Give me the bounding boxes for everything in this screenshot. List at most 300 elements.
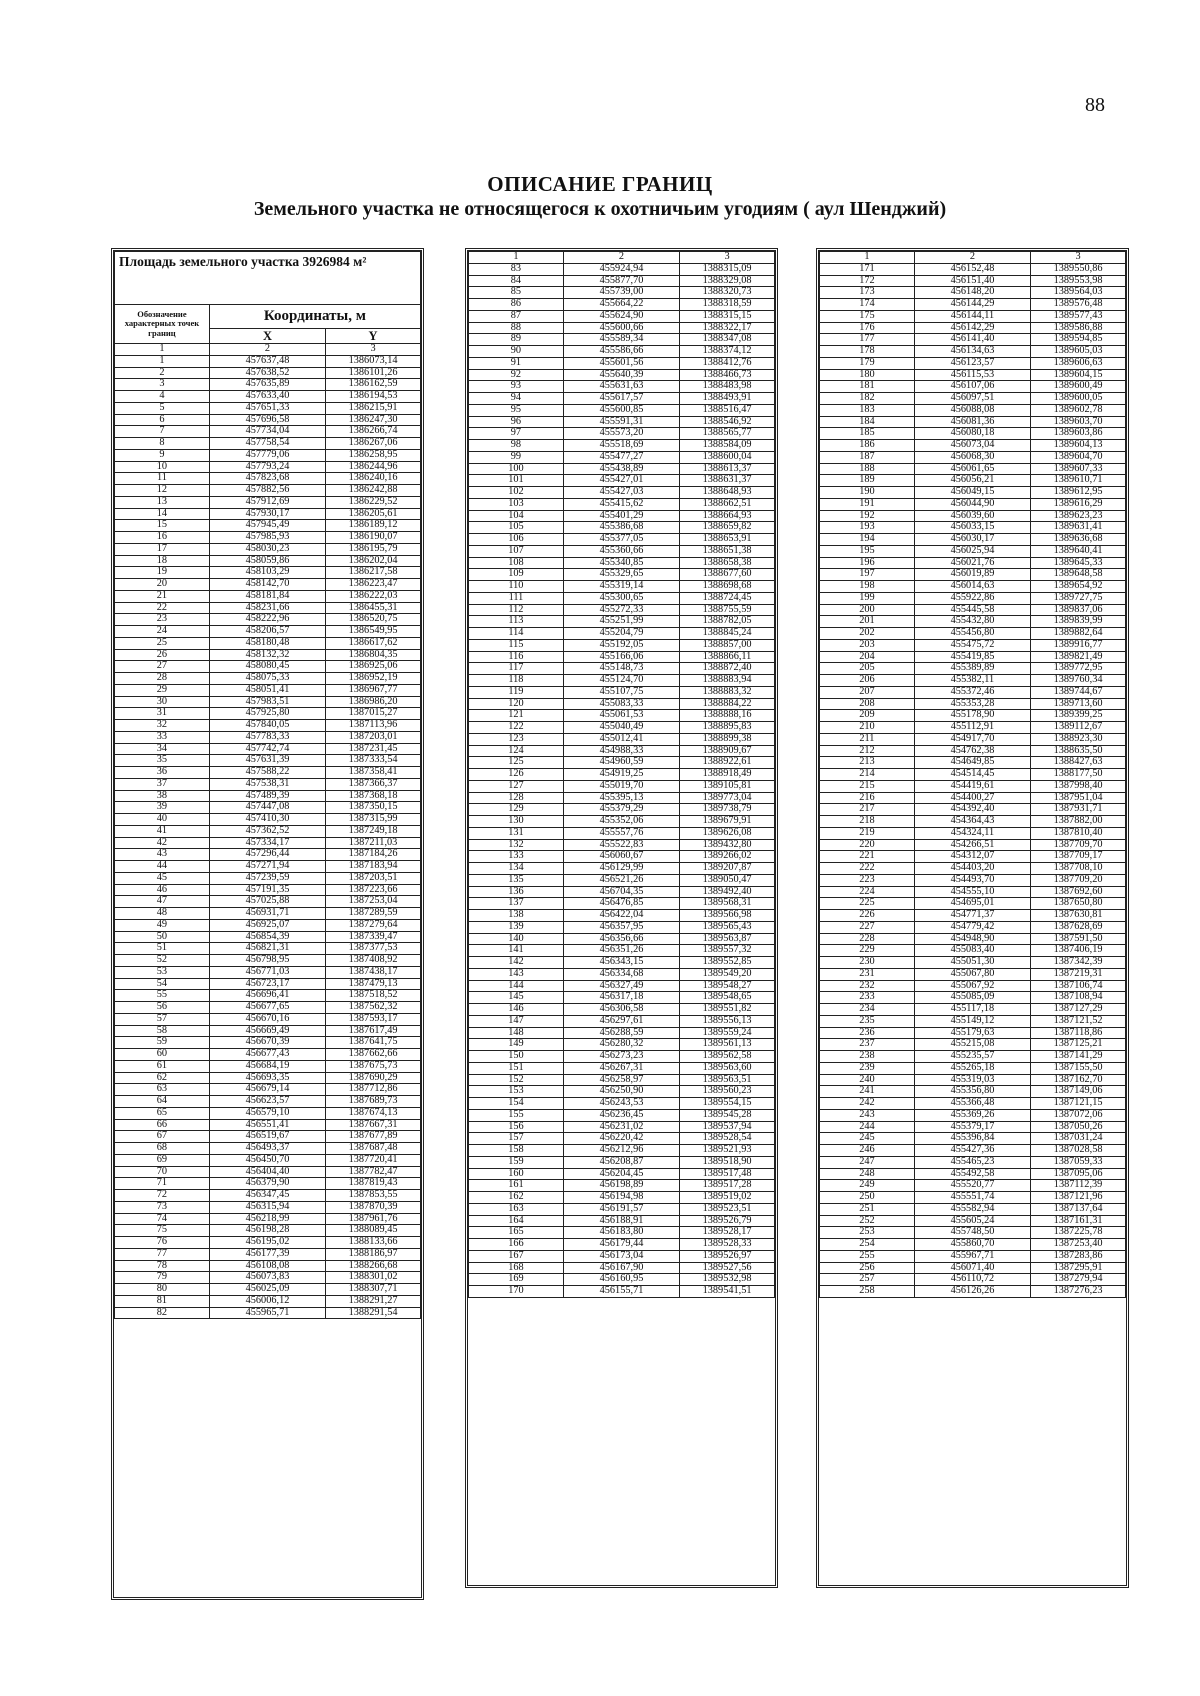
y-coordinate-cell: 1389537,94: [680, 1121, 775, 1133]
y-coordinate-cell: 1389556,13: [680, 1015, 775, 1027]
table-row: [115, 1013, 421, 1025]
y-coordinate-cell: 1388613,37: [680, 463, 775, 475]
y-coordinate-cell: 1387628,69: [1031, 921, 1126, 933]
table-row: [115, 426, 421, 438]
table-row: [115, 673, 421, 685]
y-coordinate-cell: 1389839,99: [1031, 616, 1126, 628]
point-number-cell: 132: [469, 839, 564, 851]
point-number-cell: 110: [469, 581, 564, 593]
point-number-cell: 145: [469, 992, 564, 1004]
table-row: [115, 402, 421, 414]
table-row: [115, 1225, 421, 1237]
point-number-cell: 62: [115, 1072, 210, 1084]
y-coordinate-cell: 1387709,70: [1031, 839, 1126, 851]
y-coordinate-cell: 1387708,10: [1031, 863, 1126, 875]
x-coordinate-cell: 455586,66: [563, 346, 679, 358]
document-title: ОПИСАНИЕ ГРАНИЦ: [487, 172, 713, 196]
y-coordinate-cell: 1387408,92: [326, 955, 421, 967]
point-number-cell: 208: [820, 698, 915, 710]
point-number-cell: 185: [820, 428, 915, 440]
table-row: [469, 1180, 775, 1192]
page-number: 88: [1085, 94, 1105, 116]
table-row: [469, 722, 775, 734]
table-row: [820, 1015, 1126, 1027]
y-coordinate-cell: 1389266,02: [680, 851, 775, 863]
y-coordinate-cell: 1387366,37: [326, 778, 421, 790]
point-number-cell: 28: [115, 673, 210, 685]
table-row: [469, 428, 775, 440]
table-row: [820, 569, 1126, 581]
x-coordinate-cell: 456208,87: [563, 1156, 679, 1168]
point-number-cell: 173: [820, 287, 915, 299]
point-number-cell: 108: [469, 557, 564, 569]
x-coordinate-cell: 454364,43: [914, 816, 1030, 828]
y-coordinate-cell: 1388315,15: [680, 310, 775, 322]
x-coordinate-cell: 455382,11: [914, 675, 1030, 687]
x-coordinate-cell: 455432,80: [914, 616, 1030, 628]
y-coordinate-cell: 1387350,15: [326, 802, 421, 814]
point-number-cell: 37: [115, 778, 210, 790]
y-coordinate-cell: 1389528,54: [680, 1133, 775, 1145]
y-coordinate-cell: 1387121,15: [1031, 1098, 1126, 1110]
x-coordinate-cell: 458059,86: [209, 555, 325, 567]
table-row: [115, 1143, 421, 1155]
point-number-cell: 69: [115, 1154, 210, 1166]
point-number-cell: 120: [469, 698, 564, 710]
x-coordinate-cell: 456723,17: [209, 978, 325, 990]
point-number-cell: 38: [115, 790, 210, 802]
y-coordinate-cell: 1386215,91: [326, 402, 421, 414]
point-number-cell: 258: [820, 1286, 915, 1298]
x-coordinate-cell: 456273,23: [563, 1051, 679, 1063]
y-coordinate-cell: 1387125,21: [1031, 1039, 1126, 1051]
x-coordinate-cell: 456579,10: [209, 1107, 325, 1119]
x-coordinate-cell: 455215,08: [914, 1039, 1030, 1051]
x-coordinate-cell: 456327,49: [563, 980, 679, 992]
point-number-cell: 207: [820, 686, 915, 698]
point-number-cell: 214: [820, 769, 915, 781]
point-number-cell: 18: [115, 555, 210, 567]
table-row: [469, 651, 775, 663]
table-row: [115, 414, 421, 426]
x-coordinate-cell: 457410,30: [209, 814, 325, 826]
point-number-cell: 137: [469, 898, 564, 910]
x-coordinate-cell: 456068,30: [914, 451, 1030, 463]
point-number-cell: 177: [820, 334, 915, 346]
y-coordinate-cell: 1389112,67: [1031, 722, 1126, 734]
point-number-cell: 43: [115, 849, 210, 861]
x-coordinate-cell: 456357,95: [563, 921, 679, 933]
y-coordinate-cell: 1388291,54: [326, 1307, 421, 1319]
x-coordinate-cell: 456280,32: [563, 1039, 679, 1051]
point-number-cell: 15: [115, 520, 210, 532]
point-number-cell: 107: [469, 545, 564, 557]
x-coordinate-cell: 455340,85: [563, 557, 679, 569]
x-coordinate-cell: 455012,41: [563, 733, 679, 745]
point-number-cell: 176: [820, 322, 915, 334]
y-coordinate-cell: 1388857,00: [680, 639, 775, 651]
y-coordinate-cell: 1388677,60: [680, 569, 775, 581]
y-coordinate-cell: 1388883,94: [680, 675, 775, 687]
table-row: [115, 966, 421, 978]
point-number-cell: 115: [469, 639, 564, 651]
table-row: [115, 884, 421, 896]
point-number-cell: 251: [820, 1203, 915, 1215]
y-coordinate-cell: 1387641,75: [326, 1037, 421, 1049]
table-row: [820, 1250, 1126, 1262]
y-coordinate-cell: 1389616,29: [1031, 498, 1126, 510]
x-coordinate-cell: 454917,70: [914, 733, 1030, 745]
y-coordinate-cell: 1389631,41: [1031, 522, 1126, 534]
point-number-cell: 151: [469, 1062, 564, 1074]
y-coordinate-cell: 1389760,34: [1031, 675, 1126, 687]
x-coordinate-cell: 455967,71: [914, 1250, 1030, 1262]
y-coordinate-cell: 1387253,04: [326, 896, 421, 908]
y-coordinate-cell: 1389607,33: [1031, 463, 1126, 475]
point-number-cell: 170: [469, 1286, 564, 1298]
y-coordinate-cell: 1387276,23: [1031, 1286, 1126, 1298]
table-row: [469, 780, 775, 792]
table-row: [115, 1284, 421, 1296]
x-coordinate-cell: 455265,18: [914, 1062, 1030, 1074]
x-coordinate-cell: 456107,06: [914, 381, 1030, 393]
x-coordinate-cell: 455379,17: [914, 1121, 1030, 1133]
x-coordinate-cell: 456821,31: [209, 943, 325, 955]
table-row: [820, 275, 1126, 287]
x-coordinate-cell: 454324,11: [914, 827, 1030, 839]
point-number-cell: 143: [469, 968, 564, 980]
point-number-cell: 16: [115, 532, 210, 544]
point-number-cell: 165: [469, 1227, 564, 1239]
y-coordinate-cell: 1387677,89: [326, 1131, 421, 1143]
y-coordinate-cell: 1387162,70: [1031, 1074, 1126, 1086]
table-row: [820, 1004, 1126, 1016]
point-number-cell: 32: [115, 720, 210, 732]
y-coordinate-cell: 1389563,51: [680, 1074, 775, 1086]
x-coordinate-cell: 458231,66: [209, 602, 325, 614]
x-coordinate-cell: 455573,20: [563, 428, 679, 440]
x-coordinate-cell: 455149,12: [914, 1015, 1030, 1027]
table-row: [820, 310, 1126, 322]
x-coordinate-cell: 457631,39: [209, 755, 325, 767]
point-number-cell: 195: [820, 545, 915, 557]
y-coordinate-cell: 1388186,97: [326, 1248, 421, 1260]
x-coordinate-cell: 456049,15: [914, 487, 1030, 499]
point-number-cell: 138: [469, 910, 564, 922]
point-number-cell: 187: [820, 451, 915, 463]
x-coordinate-cell: 456025,09: [209, 1284, 325, 1296]
point-number-cell: 13: [115, 496, 210, 508]
x-coordinate-cell: 455377,05: [563, 534, 679, 546]
point-number-cell: 200: [820, 604, 915, 616]
y-coordinate-cell: 1388755,59: [680, 604, 775, 616]
y-coordinate-cell: 1389399,25: [1031, 710, 1126, 722]
point-number-cell: 257: [820, 1274, 915, 1286]
y-coordinate-cell: 1388845,24: [680, 628, 775, 640]
table-row: [820, 980, 1126, 992]
table-row: [469, 604, 775, 616]
y-coordinate-cell: 1387853,55: [326, 1190, 421, 1202]
table-row: [820, 1051, 1126, 1063]
table-row: [115, 1072, 421, 1084]
x-coordinate-cell: 456177,39: [209, 1248, 325, 1260]
y-coordinate-cell: 1387059,33: [1031, 1156, 1126, 1168]
x-coordinate-cell: 455360,66: [563, 545, 679, 557]
table-row: [469, 393, 775, 405]
table-row: [115, 473, 421, 485]
table-row: [820, 945, 1126, 957]
point-number-cell: 224: [820, 886, 915, 898]
point-number-cell: 247: [820, 1156, 915, 1168]
point-number-cell: 178: [820, 346, 915, 358]
x-coordinate-cell: 456306,58: [563, 1004, 679, 1016]
x-coordinate-cell: 456061,65: [914, 463, 1030, 475]
y-coordinate-cell: 1389600,05: [1031, 393, 1126, 405]
point-number-cell: 220: [820, 839, 915, 851]
table-row: [469, 910, 775, 922]
point-number-cell: 60: [115, 1049, 210, 1061]
table-row: [820, 1168, 1126, 1180]
x-coordinate-cell: 457783,33: [209, 731, 325, 743]
table-row: [115, 1049, 421, 1061]
x-coordinate-cell: 456198,89: [563, 1180, 679, 1192]
table-row: [820, 722, 1126, 734]
point-number-cell: 55: [115, 990, 210, 1002]
y-coordinate-cell: 1386242,88: [326, 485, 421, 497]
x-coordinate-cell: 455117,18: [914, 1004, 1030, 1016]
x-coordinate-cell: 456142,29: [914, 322, 1030, 334]
table-row: [469, 310, 775, 322]
table-row: [820, 487, 1126, 499]
point-number-cell: 104: [469, 510, 564, 522]
x-coordinate-cell: 456356,66: [563, 933, 679, 945]
y-coordinate-cell: 1386617,62: [326, 637, 421, 649]
point-number-cell: 216: [820, 792, 915, 804]
x-coordinate-cell: 455192,05: [563, 639, 679, 651]
y-coordinate-cell: 1389492,40: [680, 886, 775, 898]
y-coordinate-cell: 1389576,48: [1031, 299, 1126, 311]
point-number-cell: 158: [469, 1145, 564, 1157]
point-number-cell: 155: [469, 1109, 564, 1121]
y-coordinate-cell: 1387137,64: [1031, 1203, 1126, 1215]
table-row: [469, 299, 775, 311]
point-number-cell: 96: [469, 416, 564, 428]
table-row: [115, 1084, 421, 1096]
point-number-cell: 119: [469, 686, 564, 698]
x-coordinate-cell: 454266,51: [914, 839, 1030, 851]
table-row: [820, 581, 1126, 593]
x-coordinate-cell: 456404,40: [209, 1166, 325, 1178]
table-row: [115, 1237, 421, 1249]
table-row: [820, 710, 1126, 722]
table-row: [469, 839, 775, 851]
x-coordinate-cell: 457025,88: [209, 896, 325, 908]
x-coordinate-cell: 456155,71: [563, 1286, 679, 1298]
point-number-cell: 174: [820, 299, 915, 311]
table-row: [469, 287, 775, 299]
y-coordinate-cell: 1388662,51: [680, 498, 775, 510]
point-number-cell: 2: [115, 367, 210, 379]
table-row: [469, 1051, 775, 1063]
y-coordinate-cell: 1387630,81: [1031, 910, 1126, 922]
y-coordinate-cell: 1389559,24: [680, 1027, 775, 1039]
x-coordinate-cell: 455419,85: [914, 651, 1030, 663]
table-row: [115, 684, 421, 696]
x-coordinate-cell: 455465,23: [914, 1156, 1030, 1168]
y-coordinate-cell: 1389521,93: [680, 1145, 775, 1157]
table-row: [469, 1274, 775, 1286]
point-number-cell: 44: [115, 861, 210, 873]
point-number-cell: 252: [820, 1215, 915, 1227]
x-coordinate-cell: 457758,54: [209, 438, 325, 450]
y-coordinate-cell: 1387690,29: [326, 1072, 421, 1084]
x-coordinate-cell: 455877,70: [563, 275, 679, 287]
x-coordinate-cell: 455518,69: [563, 440, 679, 452]
table-row: [469, 451, 775, 463]
point-number-cell: 250: [820, 1192, 915, 1204]
x-coordinate-cell: 454419,61: [914, 780, 1030, 792]
y-coordinate-cell: 1387720,41: [326, 1154, 421, 1166]
point-number-cell: 49: [115, 919, 210, 931]
point-number-cell: 225: [820, 898, 915, 910]
table-row: [820, 428, 1126, 440]
x-coordinate-cell: 455427,01: [563, 475, 679, 487]
x-coordinate-cell: 456123,57: [914, 357, 1030, 369]
point-number-cell: 211: [820, 733, 915, 745]
y-coordinate-cell: 1387675,73: [326, 1060, 421, 1072]
table-row: [820, 851, 1126, 863]
point-number-cell: 89: [469, 334, 564, 346]
table-row: [820, 957, 1126, 969]
x-coordinate-cell: 456044,90: [914, 498, 1030, 510]
x-coordinate-cell: 456476,85: [563, 898, 679, 910]
table-row: [115, 1178, 421, 1190]
table-row: [115, 943, 421, 955]
table-row: [469, 1109, 775, 1121]
y-coordinate-cell: 1388895,83: [680, 722, 775, 734]
x-coordinate-cell: 456014,63: [914, 581, 1030, 593]
table-row: [469, 404, 775, 416]
y-coordinate-cell: 1387562,32: [326, 1002, 421, 1014]
y-coordinate-cell: 1387149,06: [1031, 1086, 1126, 1098]
point-number-cell: 192: [820, 510, 915, 522]
x-coordinate-cell: 454762,38: [914, 745, 1030, 757]
table-row: [469, 369, 775, 381]
table-row: [115, 579, 421, 591]
y-coordinate-cell: 1387113,96: [326, 720, 421, 732]
table-row: [115, 825, 421, 837]
table-row: [115, 1060, 421, 1072]
point-number-cell: 111: [469, 592, 564, 604]
x-coordinate-cell: 458181,84: [209, 590, 325, 602]
y-coordinate-cell: 1388315,09: [680, 263, 775, 275]
y-coordinate-cell: 1386266,74: [326, 426, 421, 438]
x-coordinate-cell: 456110,72: [914, 1274, 1030, 1286]
x-coordinate-cell: 455631,63: [563, 381, 679, 393]
y-coordinate-cell: 1387106,74: [1031, 980, 1126, 992]
table-row: [469, 1086, 775, 1098]
y-coordinate-cell: 1387161,31: [1031, 1215, 1126, 1227]
x-coordinate-cell: 456704,35: [563, 886, 679, 898]
table-row: [469, 675, 775, 687]
point-number-cell: 136: [469, 886, 564, 898]
x-coordinate-cell: 457696,58: [209, 414, 325, 426]
y-coordinate-cell: 1386189,12: [326, 520, 421, 532]
point-number-cell: 194: [820, 534, 915, 546]
point-number-cell: 184: [820, 416, 915, 428]
table-row: [820, 1227, 1126, 1239]
y-coordinate-cell: 1389648,58: [1031, 569, 1126, 581]
point-number-cell: 128: [469, 792, 564, 804]
x-coordinate-cell: 456019,89: [914, 569, 1030, 581]
coordinates-table-3: [816, 248, 1129, 1588]
table-row: [115, 1190, 421, 1202]
x-coordinate-cell: 455379,29: [563, 804, 679, 816]
point-number-cell: 41: [115, 825, 210, 837]
x-coordinate-cell: 457840,05: [209, 720, 325, 732]
point-number-cell: 71: [115, 1178, 210, 1190]
point-number-cell: 125: [469, 757, 564, 769]
table-row: [820, 769, 1126, 781]
table-row: [469, 534, 775, 546]
point-number-cell: 112: [469, 604, 564, 616]
table-row: [469, 1239, 775, 1251]
x-coordinate-cell: 457930,17: [209, 508, 325, 520]
table-row: [820, 592, 1126, 604]
y-coordinate-cell: 1387112,39: [1031, 1180, 1126, 1192]
y-coordinate-cell: 1389773,04: [680, 792, 775, 804]
table-row: [469, 581, 775, 593]
table-row: [820, 628, 1126, 640]
table-row: [820, 733, 1126, 745]
table-row: [469, 745, 775, 757]
y-coordinate-cell: 1388872,40: [680, 663, 775, 675]
x-coordinate-cell: 458103,29: [209, 567, 325, 579]
table-row: [469, 1168, 775, 1180]
y-coordinate-cell: 1387211,03: [326, 837, 421, 849]
table-row: [469, 381, 775, 393]
y-coordinate-cell: 1389645,33: [1031, 557, 1126, 569]
x-coordinate-cell: 457271,94: [209, 861, 325, 873]
y-coordinate-cell: 1388466,73: [680, 369, 775, 381]
y-coordinate-cell: 1387951,04: [1031, 792, 1126, 804]
y-coordinate-cell: 1387342,39: [1031, 957, 1126, 969]
x-coordinate-cell: 456493,37: [209, 1143, 325, 1155]
y-coordinate-cell: 1386952,19: [326, 673, 421, 685]
y-coordinate-cell: 1387931,71: [1031, 804, 1126, 816]
y-coordinate-cell: 1387667,31: [326, 1119, 421, 1131]
x-coordinate-cell: 456236,45: [563, 1109, 679, 1121]
point-number-cell: 11: [115, 473, 210, 485]
table-row: [115, 767, 421, 779]
point-number-cell: 8: [115, 438, 210, 450]
point-number-cell: 198: [820, 581, 915, 593]
point-number-cell: 253: [820, 1227, 915, 1239]
table-row: [115, 919, 421, 931]
table-row: [115, 1166, 421, 1178]
point-number-cell: 181: [820, 381, 915, 393]
y-coordinate-cell: 1389519,02: [680, 1192, 775, 1204]
table-row: [820, 416, 1126, 428]
point-number-cell: 51: [115, 943, 210, 955]
x-coordinate-cell: 457793,24: [209, 461, 325, 473]
table-row: [115, 1307, 421, 1319]
x-header: X: [209, 328, 325, 343]
x-coordinate-cell: 454493,70: [914, 874, 1030, 886]
table-row: [820, 1027, 1126, 1039]
y-coordinate-cell: 1389626,08: [680, 827, 775, 839]
point-number-cell: 46: [115, 884, 210, 896]
